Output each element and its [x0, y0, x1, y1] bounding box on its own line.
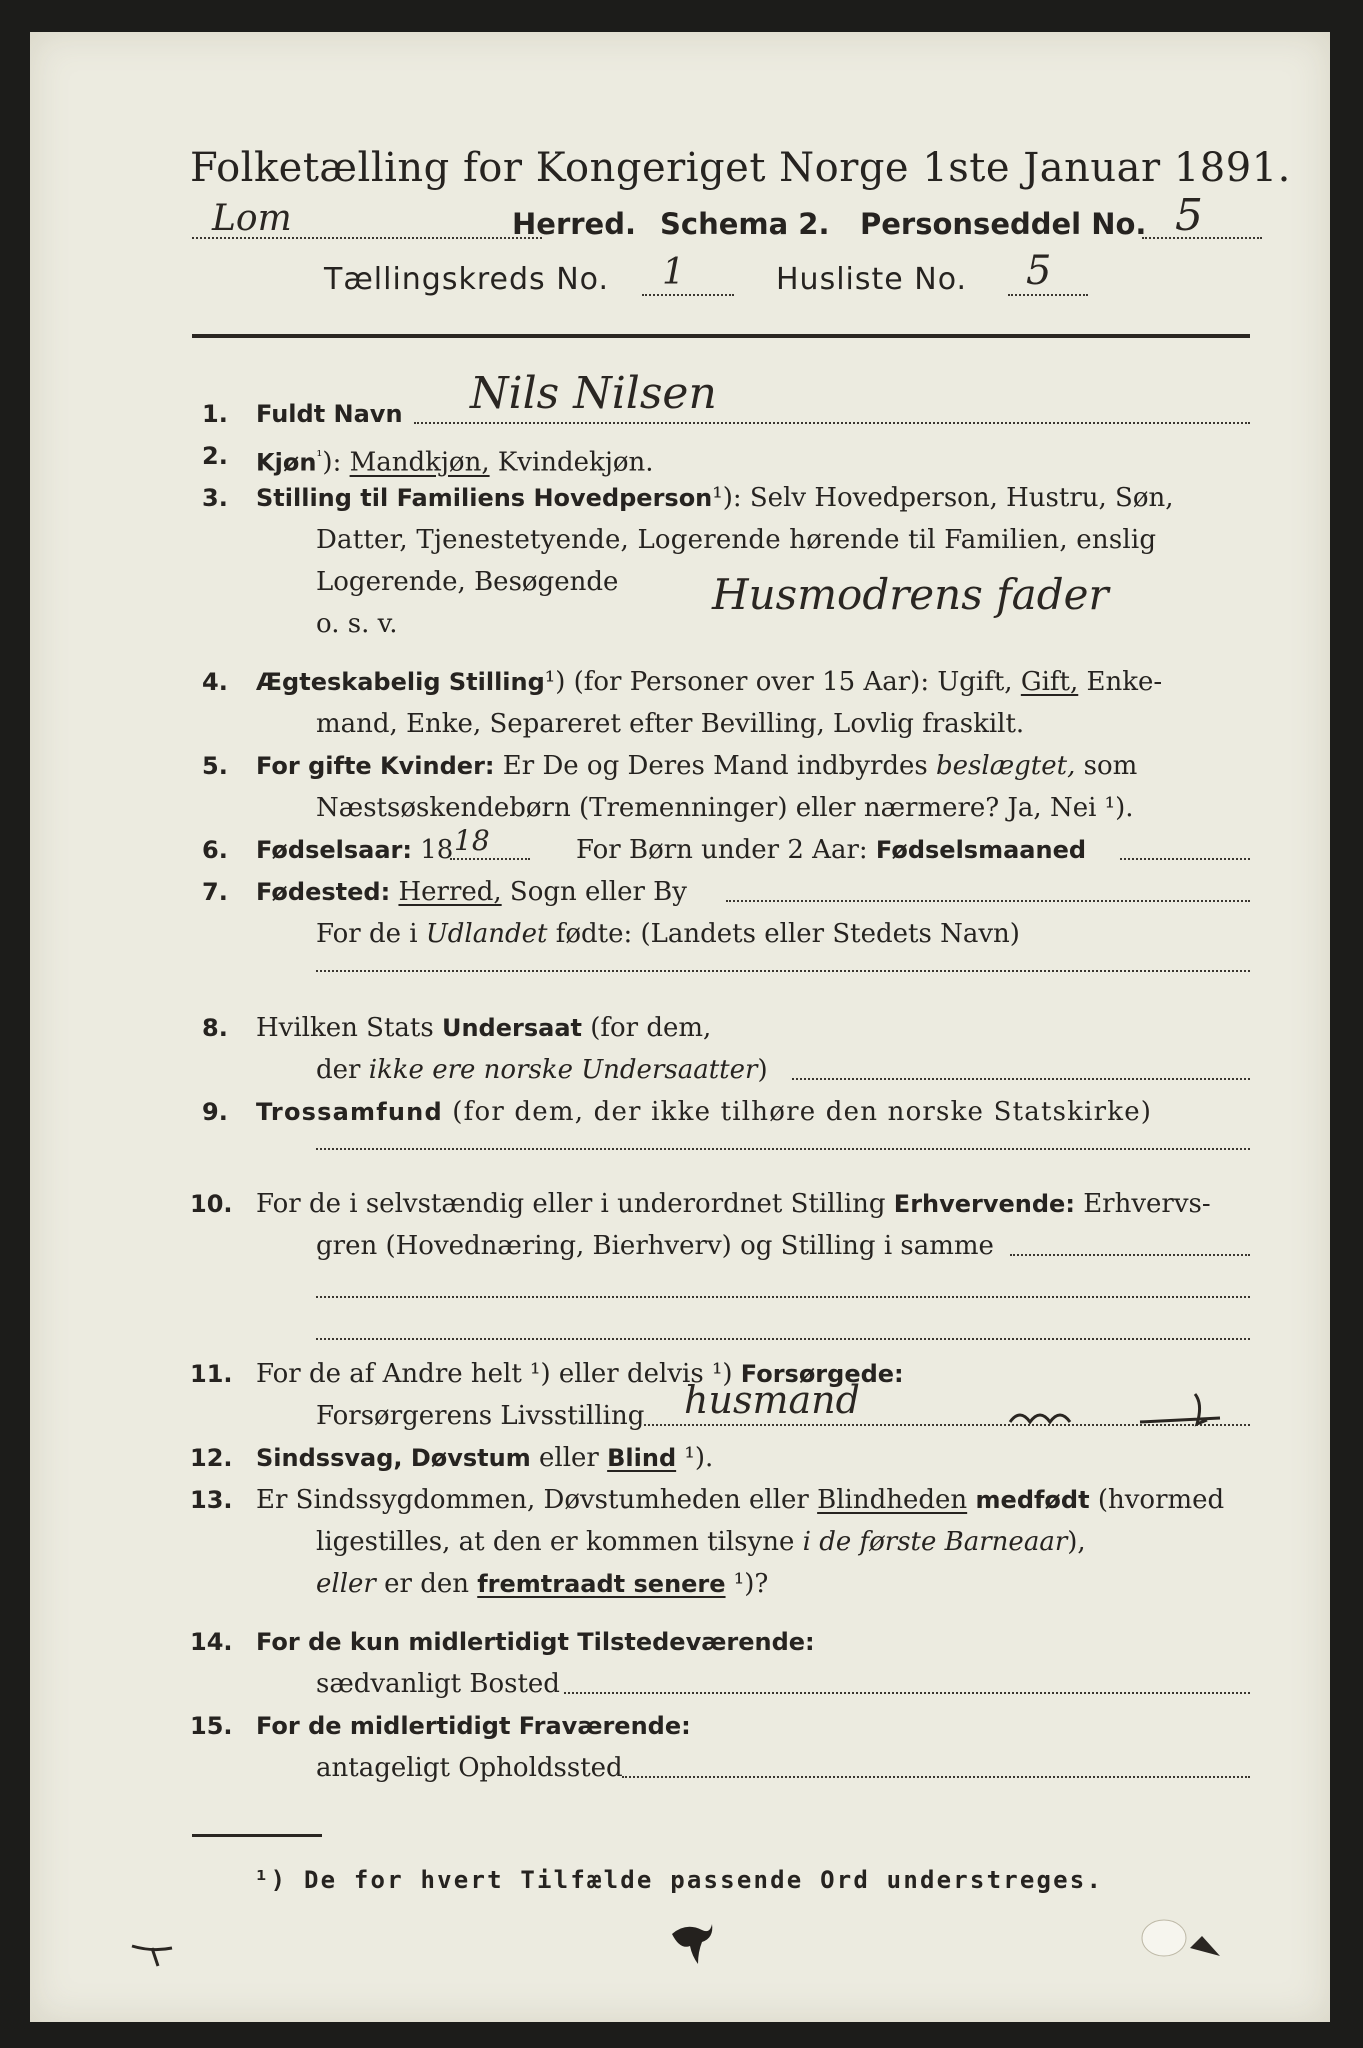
- q13-line2i: i de første Barneaar: [802, 1527, 1068, 1557]
- personseddel-label: Personseddel No.: [860, 207, 1147, 241]
- q13-line2a: ligestilles, at den er kommen tilsyne: [316, 1527, 803, 1557]
- form-title: Folketælling for Kongeriget Norge 1ste Januar 1891.: [190, 145, 1291, 191]
- q1-value: Nils Nilsen: [470, 368, 717, 419]
- q9-line: [256, 1096, 1152, 1128]
- q7-dotline: [726, 900, 1250, 902]
- q13-line1b: (hvormed: [1089, 1485, 1225, 1515]
- herred-label: Herred.: [512, 207, 636, 241]
- q6-rest: [576, 834, 1086, 866]
- q3-line2: Datter, Tjenestetyende, Logerende hørende til Familien, enslig: [316, 525, 1157, 555]
- q6-fodselsmaaned: Fødselsmaaned: [875, 836, 1087, 864]
- q3-line1: [256, 482, 1174, 514]
- q8-line2: [316, 1054, 768, 1086]
- q5-line1-rest: Er De og Deres Mand indbyrdes: [494, 751, 937, 781]
- q8-line1: [256, 1012, 711, 1044]
- q11-num: 11.: [190, 1360, 233, 1388]
- q14-line2: sædvanligt Bosted: [316, 1669, 560, 1699]
- q2-label: Kjøn: [256, 448, 317, 477]
- kreds-dotline: [642, 294, 734, 296]
- q10-line1: [256, 1188, 1211, 1220]
- schema-label: Schema 2.: [660, 207, 830, 241]
- q13-medfodt: medfødt: [967, 1486, 1090, 1514]
- q8-label: Undersaat: [441, 1014, 582, 1042]
- q7-dotline-2: [316, 970, 1250, 972]
- q4-num: 4.: [202, 668, 228, 696]
- footnote-rule: [192, 1834, 322, 1837]
- husliste-value: 5: [1026, 248, 1052, 294]
- q3-line3: Logerende, Besøgende: [316, 567, 619, 597]
- q12-line: [256, 1442, 713, 1474]
- header-rule: [192, 334, 1250, 338]
- q12-blind: Blind: [607, 1444, 677, 1472]
- q12-label: Sindssvag, Døvstum: [256, 1444, 531, 1472]
- q6-prefix: 18: [412, 835, 454, 865]
- q2-opt-mandkjon: Mandkjøn,: [349, 447, 490, 478]
- q10-dotline: [1010, 1254, 1250, 1256]
- ink-blot: [666, 1916, 716, 1966]
- q5-line1: [256, 750, 1137, 782]
- q7-label: Fødested:: [256, 878, 391, 906]
- q2-opt-kvindekjon: Kvindekjøn.: [489, 447, 654, 478]
- q10-dotline-3: [316, 1338, 1250, 1340]
- q5-label: For gifte Kvinder:: [256, 752, 495, 780]
- husliste-dotline: [1008, 294, 1088, 296]
- husliste-label: Husliste No.: [776, 262, 968, 297]
- q8-line1b: (for dem,: [581, 1013, 712, 1043]
- q10-line2: gren (Hovednæring, Bierhverv) og Stilling i samme: [316, 1231, 994, 1261]
- q6-value: 18: [454, 824, 490, 857]
- q2-text: ):: [322, 447, 350, 478]
- q7-line2a: For de i: [316, 919, 426, 949]
- q7-line2b: fødte: (Landets eller Stedets Navn): [547, 919, 1020, 949]
- q4-line1: [256, 666, 1162, 698]
- q6-line: [256, 834, 453, 866]
- q10-label: Erhvervende:: [893, 1190, 1075, 1218]
- q9-dotline: [316, 1148, 1250, 1150]
- q1-dotline: [414, 422, 1250, 424]
- q1-num: 1.: [202, 400, 228, 428]
- q13-line3b: ¹)?: [725, 1569, 769, 1599]
- q11-label: Forsørgede:: [740, 1360, 904, 1388]
- q10-line1a: For de i selvstændig eller i underordnet Stilling: [256, 1189, 894, 1219]
- q2-line: [256, 440, 654, 479]
- q8-line2i: ikke ere norske Undersaatter: [368, 1055, 758, 1085]
- q4-gift: Gift,: [1020, 667, 1079, 697]
- paper-wear-mark: [1130, 1912, 1230, 1962]
- q15-dotline: [622, 1776, 1250, 1778]
- q10-dotline-2: [316, 1296, 1250, 1298]
- q13-line3: [316, 1568, 768, 1600]
- q11-line1a: For de af Andre helt ¹) eller delvis ¹): [256, 1359, 741, 1389]
- q8-line2b: ): [757, 1055, 768, 1085]
- q9-rest: (for dem, der ikke tilhøre den norske Statskirke): [442, 1097, 1153, 1127]
- q9-num: 9.: [202, 1098, 228, 1126]
- q13-line1a: Er Sindssygdommen, Døvstumheden eller: [256, 1485, 818, 1515]
- q11-value: husmand: [684, 1378, 860, 1422]
- q8-num: 8.: [202, 1014, 228, 1042]
- q7-num: 7.: [202, 878, 228, 906]
- kreds-value: 1: [662, 252, 685, 293]
- q7-rest: Sogn eller By: [501, 877, 687, 907]
- q7-udlandet: Udlandet: [425, 919, 548, 949]
- q13-line2b: ),: [1067, 1527, 1086, 1557]
- q3-line1-rest: ¹): Selv Hovedperson, Hustru, Søn,: [712, 483, 1174, 513]
- q2-sup: ¹: [316, 447, 323, 465]
- q12-num: 12.: [190, 1444, 233, 1472]
- q3-num: 3.: [202, 484, 228, 512]
- q15-label: For de midlertidigt Fraværende:: [256, 1712, 691, 1740]
- q13-line1: [256, 1484, 1224, 1516]
- q13-line3a: er den: [375, 1569, 478, 1599]
- q14-dotline: [564, 1692, 1250, 1694]
- q12-end: ¹).: [676, 1443, 714, 1473]
- q11-ink-marks: [990, 1378, 1260, 1438]
- q15-line2: antageligt Opholdssted: [316, 1753, 623, 1783]
- q6-born-text: For Børn under 2 Aar:: [576, 835, 876, 865]
- q5-som: som: [1075, 751, 1138, 781]
- q13-line2: [316, 1526, 1086, 1558]
- q8-line1a: Hvilken Stats: [256, 1013, 442, 1043]
- q6-label: Fødselsaar:: [256, 836, 412, 864]
- q7-herred: Herred,: [398, 877, 502, 907]
- q13-eller: eller: [316, 1569, 376, 1599]
- herred-value: Lom: [212, 198, 292, 239]
- q9-label: Trossamfund: [256, 1098, 443, 1126]
- q8-line2a: der: [316, 1055, 369, 1085]
- q5-num: 5.: [202, 752, 228, 780]
- q4-enke: Enke-: [1078, 667, 1163, 697]
- q6-dotline: [450, 858, 530, 860]
- q6-num: 6.: [202, 836, 228, 864]
- corner-mark-left: [130, 1940, 190, 1970]
- q13-blindheden: Blindheden: [817, 1485, 968, 1515]
- q7-line2: [316, 918, 1020, 950]
- q5-line2: Næstsøskendebørn (Tremenninger) eller nærmere? Ja, Nei ¹).: [316, 793, 1134, 823]
- q15-num: 15.: [190, 1712, 233, 1740]
- q6-dotline-2: [1120, 858, 1250, 860]
- q4-label: Ægteskabelig Stilling: [256, 668, 545, 696]
- personseddel-value: 5: [1175, 190, 1203, 241]
- q8-dotline: [792, 1078, 1250, 1080]
- q1-label: Fuldt Navn: [256, 400, 403, 428]
- q4-line1-rest: ¹) (for Personer over 15 Aar): Ugift,: [544, 667, 1021, 697]
- q13-fremtraadt: fremtraadt senere: [477, 1570, 726, 1598]
- q3-value: Husmodrens fader: [712, 570, 1109, 619]
- q2-num: 2.: [202, 442, 228, 470]
- q4-line2: mand, Enke, Separeret efter Bevilling, Lovlig fraskilt.: [316, 709, 1025, 739]
- census-form: [30, 32, 1330, 2022]
- q14-num: 14.: [190, 1628, 233, 1656]
- footnote: ¹) De for hvert Tilfælde passende Ord understreges.: [254, 1866, 1104, 1894]
- q3-line4: o. s. v.: [316, 609, 398, 639]
- kreds-label: Tællingskreds No.: [324, 262, 609, 297]
- q5-beslaegtet: beslægtet,: [936, 751, 1076, 781]
- q3-label: Stilling til Familiens Hovedperson: [256, 484, 713, 512]
- q10-num: 10.: [190, 1190, 233, 1218]
- q14-label: For de kun midlertidigt Tilstedeværende:: [256, 1628, 815, 1656]
- q10-line1b: Erhvervs-: [1074, 1189, 1211, 1219]
- q13-num: 13.: [190, 1486, 233, 1514]
- q11-line2: Forsørgerens Livsstilling: [316, 1401, 645, 1431]
- q7-line1: [256, 876, 687, 908]
- q12-mid: eller: [530, 1443, 608, 1473]
